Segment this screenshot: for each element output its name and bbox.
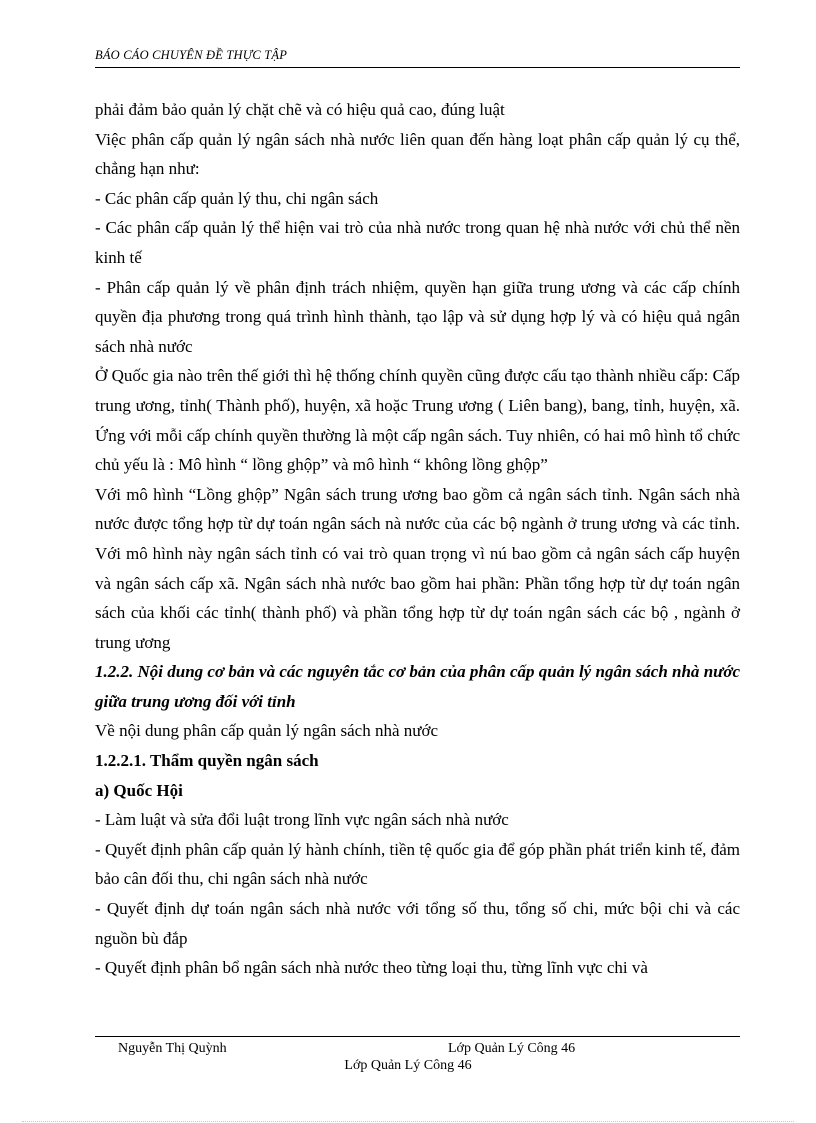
running-header: BÁO CÁO CHUYÊN ĐỀ THỰC TẬP: [95, 48, 288, 62]
list-item: - Quyết định dự toán ngân sách nhà nước với tổng số thu, tổng số chi, mức bội chi và các nguồn bù đắp: [95, 899, 740, 948]
list-item: - Các phân cấp quản lý thu, chi ngân sách: [95, 188, 379, 208]
paragraph: Việc phân cấp quản lý ngân sách nhà nước liên quan đến hàng loạt phân cấp quản lý cụ thể, chẳng hạn như:: [95, 129, 740, 179]
footer-author: Nguyễn Thị Quỳnh: [118, 1041, 227, 1056]
paragraph: Ở Quốc gia nào trên thế giới thì hệ thống chính quyền cũng được cấu tạo thành nhiều cấp: Cấp trung ương, tỉnh( Thành phố), huyện, xã hoặc Trung ương ( Liên bang), bang, tỉnh, huyện, xã. Ứng với mỗi cấp chính quyền thường là một cấp ngân sách. Tuy nhiên, có hai mô hình tổ chức chủ yếu là : Mô hình “ lồng ghộp” và mô hình “ không lồng ghộp”: [95, 366, 740, 475]
footer-class: Lớp Quản Lý Công 46: [448, 1041, 576, 1056]
subsection-heading: 1.2.2.1. Thẩm quyền ngân sách: [95, 751, 319, 771]
footer-class-center: Lớp Quản Lý Công 46: [344, 1058, 472, 1073]
section-intro: Về nội dung phân cấp quản lý ngân sách nhà nước: [95, 721, 438, 741]
section-heading: 1.2.2. Nội dung cơ bản và các nguyên tắc cơ bản của phân cấp quản lý ngân sách nhà nước giữa trung ương đối với tỉnh: [95, 662, 740, 711]
list-item: - Quyết định phân cấp quản lý hành chính, tiền tệ quốc gia để góp phần phát triển kinh tế, đảm bảo cân đối thu, chi ngân sách nhà nước: [95, 839, 740, 889]
item-heading: a) Quốc Hội: [95, 780, 183, 800]
list-item: - Làm luật và sửa đổi luật trong lĩnh vực ngân sách nhà nước: [95, 810, 509, 830]
list-item: - Quyết định phân bổ ngân sách nhà nước theo từng loại thu, từng lĩnh vực chi và: [95, 958, 648, 978]
list-item: - Các phân cấp quản lý thể hiện vai trò của nhà nước trong quan hệ nhà nước với chủ thể nền kinh tế: [95, 218, 740, 267]
list-item: - Phân cấp quản lý về phân định trách nhiệm, quyền hạn giữa trung ương và các cấp chính quyền địa phương trong quá trình hình thành, tạo lập và sử dụng hợp lý và có hiệu quả ngân sách nhà nước: [95, 277, 740, 356]
header-rule: [95, 67, 740, 68]
footer-rule: [95, 1036, 740, 1037]
page-body: [95, 95, 740, 983]
page-bottom-border: [22, 1121, 794, 1122]
paragraph: phải đảm bảo quản lý chặt chẽ và có hiệu quả cao, đúng luật: [95, 100, 505, 119]
paragraph: Với mô hình “Lồng ghộp” Ngân sách trung ương bao gồm cả ngân sách tỉnh. Ngân sách nhà nước được tổng hợp từ dự toán ngân sách nà nước của các bộ ngành ở trung ương và các tỉnh. Với mô hình này ngân sách tỉnh có vai trò quan trọng vì nú bao gồm cả ngân sách cấp huyện và ngân sách cấp xã. Ngân sách nhà nước bao gồm hai phần: Phần tổng hợp từ dự toán ngân sách của khối các tỉnh( thành phố) và phần tổng hợp từ dự toán ngân sách các bộ , ngành ở trung ương: [95, 484, 740, 652]
